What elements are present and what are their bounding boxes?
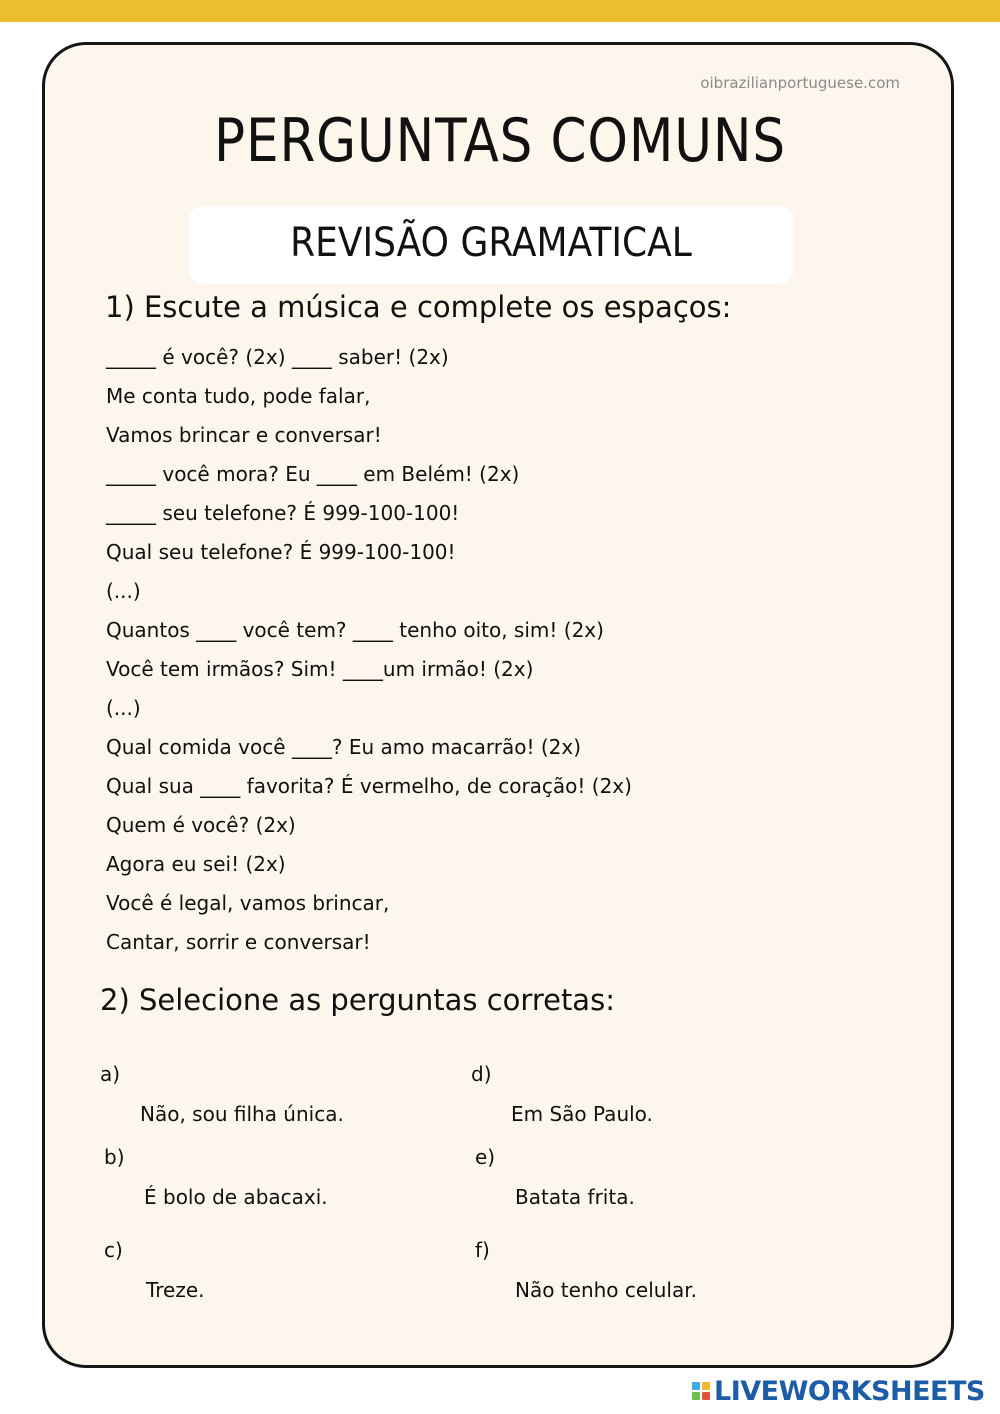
option-c-answer: Treze. [146,1278,205,1302]
option-a-selector[interactable]: a) [100,1062,121,1086]
lyric-line: Me conta tudo, pode falar, [106,384,371,408]
option-c-selector[interactable]: c) [104,1238,123,1262]
page-title: PERGUNTAS COMUNS [214,106,786,176]
option-d-selector[interactable]: d) [471,1062,492,1086]
liveworksheets-logo [692,1376,985,1406]
lyric-line: Qual sua ____ favorita? É vermelho, de coração! (2x) [106,774,632,798]
site-url: oibrazilianportuguese.com [700,74,900,92]
option-e-selector[interactable]: e) [475,1145,496,1169]
option-a-answer: Não, sou filha única. [140,1102,344,1126]
exercise-1-heading: 1) Escute a música e complete os espaços: [105,290,732,324]
page-subtitle: REVISÃO GRAMATICAL [290,220,692,266]
lyric-line: Qual seu telefone? É 999-100-100! [106,540,456,564]
lyric-line: Agora eu sei! (2x) [106,852,286,876]
lyric-line: Quantos ____ você tem? ____ tenho oito, sim! (2x) [106,618,604,642]
lyrics-list [106,342,632,966]
top-accent-bar [0,0,1000,22]
lyric-line: (...) [106,696,141,720]
liveworksheets-icon [692,1382,710,1400]
lyric-line: Você tem irmãos? Sim! ____um irmão! (2x) [106,657,534,681]
option-d-answer: Em São Paulo. [511,1102,653,1126]
lyric-line: _____ é você? (2x) ____ saber! (2x) [106,345,449,369]
exercise-2-heading: 2) Selecione as perguntas corretas: [100,983,615,1017]
lyric-line: Você é legal, vamos brincar, [106,891,390,915]
lyric-line: Quem é você? (2x) [106,813,296,837]
option-f-answer: Não tenho celular. [515,1278,697,1302]
option-b-answer: É bolo de abacaxi. [144,1185,328,1209]
lyric-line: _____ seu telefone? É 999-100-100! [106,501,460,525]
lyric-line: _____ você mora? Eu ____ em Belém! (2x) [106,462,520,486]
option-e-answer: Batata frita. [515,1185,635,1209]
option-f-selector[interactable]: f) [475,1238,490,1262]
liveworksheets-brand: LIVEWORKSHEETS [714,1375,985,1407]
lyric-line: Qual comida você ____? Eu amo macarrão! (2x) [106,735,581,759]
lyric-line: (...) [106,579,141,603]
lyric-line: Vamos brincar e conversar! [106,423,382,447]
option-b-selector[interactable]: b) [104,1145,125,1169]
lyric-line: Cantar, sorrir e conversar! [106,930,371,954]
